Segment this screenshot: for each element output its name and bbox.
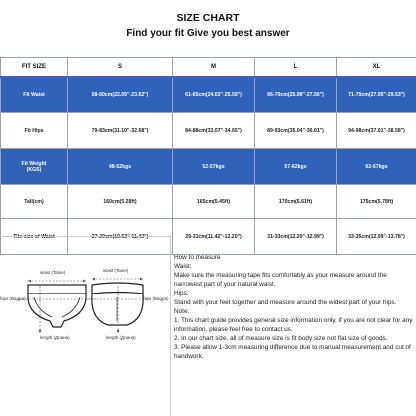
hips-label-right: hips (Bagpa)	[143, 296, 169, 301]
table-row	[1, 113, 416, 149]
chart-subtitle: Find your fit Give you best answer	[126, 28, 290, 39]
bottom-section	[0, 236, 416, 416]
table-row	[1, 149, 416, 185]
notes-item-3: 3. Please allow 1-3cm measuring difference due to manual measurement and cut of handwork.	[174, 344, 411, 360]
table-cell: 84-88cm(33.07"-34.65")	[173, 113, 255, 149]
header-fit-size: FIT SIZE	[1, 58, 68, 77]
length-label-left: length (Длина)	[40, 335, 70, 340]
table-row	[1, 185, 416, 219]
notes-hips-heading: Hips:	[174, 290, 189, 297]
table-cell: 57-62kgs	[255, 149, 337, 185]
table-cell: 175cm(5.78ft)	[337, 185, 416, 219]
header-size-xl: XL	[337, 58, 416, 77]
chart-title: SIZE CHART	[176, 12, 240, 24]
table-header-row	[1, 58, 416, 77]
panty-illustration	[0, 237, 171, 416]
row-label-tile-waist: Tile size of Waist	[1, 219, 68, 255]
row-label-line: (KGS)	[26, 166, 42, 173]
table-cell: 29-31cm(11.42"-12.20")	[173, 219, 255, 255]
table-cell: 79-83cm(31.10"-32.68")	[68, 113, 173, 149]
notes-item-1: 1. This chart guide provides general size information only, if you are not clear for any information, please feel free to contact us.	[174, 317, 413, 333]
front-panty-drawing	[28, 285, 86, 327]
notes-waist-heading: Waist:	[174, 263, 192, 270]
table-cell: 89-93cm(35.04"-36.61")	[255, 113, 337, 149]
table-cell: 48-52kgs	[68, 149, 173, 185]
row-label-fit-waist: Fit Waist	[1, 77, 68, 113]
length-label-right: length (Длина)	[106, 335, 136, 340]
table-cell: 31-33cm(12.20"-12.99")	[255, 219, 337, 255]
measurement-diagram	[0, 236, 171, 416]
waist-label-right: waist (Tanie)	[103, 268, 129, 273]
table-cell: 71-75cm(27.95"-29.53")	[337, 77, 416, 113]
header-size-l: L	[255, 58, 337, 77]
table-cell: 62-67kgs	[337, 149, 416, 185]
table-cell: 165cm(5.45ft)	[173, 185, 255, 219]
notes-note-heading: Note:	[174, 308, 190, 315]
back-panty-drawing	[92, 283, 143, 325]
notes-heading: How to measure	[174, 254, 221, 261]
notes-waist-text: Make sure the measuring tape fits comfortably as your measure around the narrowest part of your natural waist.	[174, 272, 387, 288]
size-table	[0, 57, 416, 255]
row-label-fit-hips: Fit Hips	[1, 113, 68, 149]
table-cell: 170cm(5.61ft)	[255, 185, 337, 219]
table-cell: 66-70cm(25.98"-27.56")	[255, 77, 337, 113]
table-cell: 58-60cm(22.05"-23.62")	[68, 77, 173, 113]
table-cell: 61-65cm(24.02"-25.59")	[173, 77, 255, 113]
notes-hips-text: Stand with your feet together and measure around the widest part of your hips.	[174, 299, 397, 306]
notes-item-2: 2. In our chart size, all of measure size is fit body size not flat size of goods.	[174, 335, 388, 342]
table-cell: 33-35cm(12.99"-13.78")	[337, 219, 416, 255]
table-row	[1, 77, 416, 113]
header-size-s: S	[68, 58, 173, 77]
hips-label-left: hips (Bagpa)	[0, 296, 26, 301]
table-cell: 52-57kgs	[173, 149, 255, 185]
waist-label-left: waist (Tanie)	[40, 270, 66, 275]
table-cell: 27-29cm(10.63"-11.42")	[68, 219, 173, 255]
measurement-notes	[174, 253, 414, 361]
table-cell: 160cm(5.28ft)	[68, 185, 173, 219]
header-size-m: M	[173, 58, 255, 77]
table-cell: 94-98cm(37.01"-38.58")	[337, 113, 416, 149]
row-label-line: Fit Weight	[21, 160, 47, 167]
row-label-tall: Tall(cm)	[1, 185, 68, 219]
row-label-fit-weight	[1, 149, 68, 185]
